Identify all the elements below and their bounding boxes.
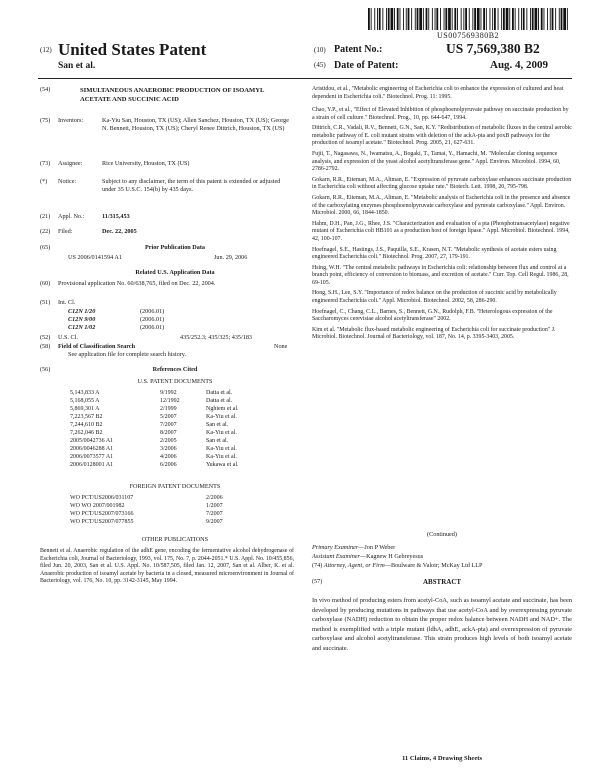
barcode-bar — [388, 8, 390, 30]
reference-entry: Hoefnagel, C., Chang, C.L., Barnes, S., Bennett, G.N., Rudolph, F.B. "Heterologous expression of the Saccharomyces cerevisiae alcohol acetyltransferase" 2002. — [312, 308, 553, 323]
provisional: Provisional application No. 60/638,765, filed on Dec. 22, 2004. — [58, 280, 216, 287]
us-doc-date: 2/1999 — [160, 406, 177, 412]
barcode-bar — [538, 8, 539, 30]
intcl-class: C12N 1/02 — [68, 324, 96, 331]
pub-heading: Prior Publication Data — [144, 244, 206, 251]
barcode-bar — [518, 8, 519, 30]
barcode-bar — [440, 8, 441, 30]
filed-date: Dec. 22, 2005 — [102, 228, 137, 235]
barcode-bar — [483, 8, 485, 30]
foreign-doc-date: 2/2006 — [206, 495, 223, 501]
attorney-label: Attorney, Agent, or Firm — [323, 562, 385, 569]
appl-number: 11/315,453 — [102, 213, 130, 220]
barcode-bar — [503, 8, 505, 30]
us-doc-number: 7,223,567 B2 — [70, 414, 103, 420]
code-12: (12) — [40, 46, 52, 54]
field-label: Field of Classification Search — [58, 343, 136, 350]
us-doc-name: Ka-Yiu et al. — [206, 414, 237, 420]
document-type: United States Patent — [58, 40, 207, 59]
intcl-version: (2006.01) — [140, 316, 165, 323]
barcode-bar — [382, 8, 383, 30]
abstract-text: In vivo method of producing esters from acetyl-CoA, such as isoamyl acetate and succinate, has been developed by producing mutations in pathways that use acetyl-CoA and by overexpressing pyruvate carboxylase (NADH) reduction to obtain the proper redox balance between NADH and NAD+. The method is exemplified with a triple mutant (ldhA, adhE, ackA-pta) and overexpression of pyruvate carboxylase and alcohol acetyltransferase. This strain produces high levels of both isoamyl acetate and succinate. — [312, 597, 572, 652]
foreign-doc-row — [70, 494, 280, 502]
refs-heading: References Cited — [152, 366, 198, 373]
attorney-code: (74) — [312, 562, 323, 569]
barcode-bar — [563, 8, 566, 30]
barcode-bar — [498, 8, 499, 30]
barcode-bar — [521, 8, 522, 30]
barcode-bar — [530, 8, 531, 30]
header-rule — [38, 78, 572, 79]
other-pubs-heading: OTHER PUBLICATIONS — [141, 536, 209, 543]
foreign-doc-row — [70, 510, 280, 518]
us-doc-number: 5,143,833 A — [70, 390, 100, 396]
barcode-bar — [486, 8, 487, 30]
us-doc-row — [70, 461, 280, 469]
notice: Subject to any disclaimer, the term of this patent is extended or adjusted under 35 U.S.C. 154(b) by 435 days. — [102, 178, 281, 193]
us-doc-date: 9/1992 — [160, 390, 177, 396]
inventors-code: (75) — [40, 117, 51, 124]
foreign-docs-table — [70, 494, 280, 526]
reference-entry: Dittrich, C.R., Vadali, R.V., Bennett, G.N., San, K.Y. "Redistribution of metabolic fluxes in the central aerobic metabolic pathway of E. coli mutant strains with deletion of the ackA-pta and poxB pathways for the production of isoamyl acetate." Biotechnol. Prog. 2005, 21, 627-631. — [312, 125, 572, 147]
barcode-bar — [492, 8, 493, 30]
barcode-bar — [415, 8, 416, 30]
barcode-bar — [428, 8, 429, 30]
us-doc-date: 4/2006 — [160, 454, 177, 460]
us-doc-date: 12/1992 — [160, 398, 180, 404]
inventors: Ka-Yiu San, Houston, TX (US); Allen Sanchez, Houston, TX (US); George N. Bennett, Houston, TX (US); Cheryl Renee Dittrich, Houston, TX (US) — [102, 117, 289, 132]
barcode-bar — [477, 8, 480, 30]
us-docs-table — [70, 389, 280, 469]
barcode-bar — [469, 8, 470, 30]
barcode-bar — [419, 8, 422, 30]
foreign-doc-number: WO WO 2007/001982 — [70, 503, 125, 509]
barcode-number: US007569380B2 — [436, 31, 500, 40]
barcode-bar — [448, 8, 451, 30]
patent-no-label: Patent No.: — [334, 44, 383, 55]
intcl-list — [68, 308, 268, 332]
barcode-bar — [550, 8, 551, 30]
barcode-bar — [408, 8, 410, 30]
us-doc-name: Datta et al. — [206, 398, 233, 404]
primary-examiner: Primary Examiner—Jon P Weber — [312, 544, 396, 551]
foreign-heading: FOREIGN PATENT DOCUMENTS — [129, 483, 221, 490]
barcode-bar — [426, 8, 428, 30]
code-10: (10) — [314, 46, 326, 54]
barcode-bar — [490, 8, 491, 30]
barcode-bar — [454, 8, 456, 30]
date-label: Date of Patent: — [334, 60, 399, 71]
filed-code: (22) — [40, 228, 51, 235]
reference-entry: Hahm, D.H., Pan, J.G., Rhee, J.S. "Characterization and evaluation of a pta (Phosphotransacetylase) negative mutant of Escherichia coli HB101 as a production host of foreign lipase." Appl. Microbiol. Biotechnol. 1994, 42, 100-107. — [312, 220, 570, 242]
patent-number: US 7,569,380 B2 — [446, 41, 540, 56]
barcode-bar — [561, 8, 563, 30]
us-doc-number: 2006/0073577 A1 — [70, 454, 114, 460]
pub-code: (65) — [40, 244, 51, 251]
us-doc-number: 2006/0128001 A1 — [70, 462, 114, 468]
us-doc-date: 6/2006 — [160, 462, 177, 468]
barcode-bar — [535, 8, 538, 30]
intcl-version: (2006.01) — [140, 324, 165, 331]
provisional-code: (60) — [40, 280, 51, 287]
field-value: None — [274, 343, 288, 350]
us-doc-row — [70, 421, 280, 429]
barcode-bar — [559, 8, 560, 30]
abstract-heading: ABSTRACT — [422, 578, 462, 586]
us-doc-number: 2005/0042736 A1 — [70, 438, 114, 444]
us-doc-name: Yukawa et al. — [206, 462, 239, 468]
barcode-bar — [501, 8, 502, 30]
barcode-bar — [403, 8, 404, 30]
barcode-bar — [541, 8, 543, 30]
barcode-bar — [552, 8, 554, 30]
primary-examiner-label: Primary Examiner — [312, 544, 359, 551]
reference-entry: Hsing, W.H. "The central metabolic pathways in Escherichia coli: relationship between flux and control at a branch point, efficiency of conversion to biomass, and excretion of acetate." Curr. Top. Cell Regul. 1986, 28, 69-105. — [312, 264, 569, 286]
foreign-doc-row — [70, 518, 280, 526]
barcode-bar — [547, 8, 548, 30]
barcode-bar — [555, 8, 556, 30]
field-note: See application file for complete search history. — [68, 351, 186, 358]
barcode-bar — [423, 8, 424, 30]
barcode-bar — [436, 8, 438, 30]
uscl-label: U.S. Cl. — [58, 334, 78, 341]
foreign-doc-number: WO PCT/US2007/077855 — [70, 519, 134, 525]
us-doc-number: 5,168,055 A — [70, 398, 100, 404]
barcode-bar — [386, 8, 387, 30]
us-doc-date: 3/2006 — [160, 446, 177, 452]
barcode-bar — [400, 8, 401, 30]
us-docs-heading: U.S. PATENT DOCUMENTS — [137, 378, 213, 385]
field-code: (58) — [40, 343, 51, 350]
us-doc-number: 7,244,610 B2 — [70, 422, 103, 428]
us-doc-number: 5,869,301 A — [70, 406, 100, 412]
invention-title: SIMULTANEOUS ANAEROBIC PRODUCTION OF ISOAMYL ACETATE AND SUCCINIC ACID — [80, 87, 265, 103]
us-doc-date: 2/2005 — [160, 438, 177, 444]
reference-top: Aristidou, et al., "Metabolic engineering of Escherichia coli to enhance the expression of cultured and heat dependent in Escherichia coli." Biotechnol. Prog. 11: 1995. — [312, 86, 564, 100]
barcode-bar — [532, 8, 534, 30]
barcode-bar — [444, 8, 445, 30]
right-references — [312, 107, 572, 345]
us-doc-name: Datta et al. — [206, 390, 233, 396]
reference-entry: Fujii, T., Nagasawa, N., Iwamatsu, A., Bogaki, T., Tamai, Y., Hamachi, M. "Molecular cloning sequence analysis, and expression of the yeast alcohol acetyltransferase gene." Appl. Environ. Microbiol. 1994, 60, 2786-2792. — [312, 150, 561, 173]
inventors-label: Inventors: — [58, 117, 84, 124]
barcode-bar — [452, 8, 453, 30]
intcl-label: Int. Cl. — [58, 299, 76, 306]
refs-code: (56) — [40, 366, 51, 373]
foreign-doc-date: 7/2007 — [206, 511, 223, 517]
primary-examiner-name: Jon P Weber — [364, 544, 396, 551]
intcl-row — [68, 308, 268, 316]
us-doc-row — [70, 429, 280, 437]
us-doc-row — [70, 453, 280, 461]
us-doc-date: 5/2007 — [160, 414, 177, 420]
barcode-bar — [445, 8, 447, 30]
barcode-bar — [394, 8, 395, 30]
foreign-doc-number: WO PCT/US2007/073166 — [70, 511, 134, 517]
attorney-name: Boulware & Valoir; McKay Ltd LLP — [390, 562, 483, 569]
us-doc-number: 2006/0046288 A1 — [70, 446, 114, 452]
reference-entry: Hoefnagel, S.E., Hastings, J.S., Paquilla, S.E., Krasen, N.T. "Metabolic synthesis of acetate esters using engineered Escherichia coli." Biotechnol. Prog. 2007, 27, 179-191. — [312, 246, 557, 261]
barcode-bar — [481, 8, 482, 30]
assignee-code: (73) — [40, 160, 51, 167]
barcode-bar — [371, 8, 372, 30]
patent-date: Aug. 4, 2009 — [490, 59, 549, 71]
barcode-bar — [463, 8, 464, 30]
appl-code: (21) — [40, 213, 51, 220]
us-doc-row — [70, 445, 280, 453]
barcode-bar — [515, 8, 516, 30]
barcode-bar — [406, 8, 407, 30]
filed-label: Filed: — [58, 228, 73, 235]
us-doc-number: 7,262,046 B2 — [70, 430, 103, 436]
reference-entry: Gokarn, R.R., Eiteman, M.A., Altman, E. "Metabolic analysis of Escherichia coli in the presence and absence of the carboxylating enzymes phosphoenolpyruvate carboxylase and pyruvate carboxylase." Appl. Environ. Microbiol. 2000, 66, 1844-1850. — [312, 194, 571, 217]
claims-footer: 11 Claims, 4 Drawing Sheets — [401, 755, 483, 762]
us-doc-date: 7/2007 — [160, 422, 177, 428]
barcode-bar — [544, 8, 545, 30]
us-doc-row — [70, 397, 280, 405]
intcl-code: (51) — [40, 299, 51, 306]
intcl-class: C12N 9/00 — [68, 316, 96, 323]
assistant-examiner-name: Kagnew H Gebreyesus — [366, 553, 424, 560]
barcode-bar — [457, 8, 458, 30]
foreign-doc-date: 1/2007 — [206, 503, 223, 509]
barcode-bar — [377, 8, 378, 30]
barcode-bar — [523, 8, 525, 30]
us-doc-name: San et al. — [206, 438, 229, 444]
other-publications: Bennett et al. Anaerobic regulation of the adhE gene, encoding the fermentative alcohol dehydrogenase of Escherichia coli, Journal of Bacteriology, 1993, vol. 175, No. 7, p. 2044-2051.* U.S. Appl. No. 10/455,856, filed Jun. 20, 2003, San et al. U.S. Appl. No. 10/587,505, filed Jan. 12, 2007, San et al. Alber, K. et al. Anaerobic production of isoamyl acetate by bacteria in a closed, measured microenvironment in Journal of Bacteriology, vol. 176, No. 10, pp. 3142-3145, May 1994. — [40, 548, 294, 585]
abstract-code: (57) — [312, 578, 323, 585]
reference-entry: Chao, Y.P., et al., "Effect of Elevated Inhibition of phosphoenolpyruvate pathway on succinate production by a strain of cell culture." Biotechnol. Prog., 10, pp. 644-647, 1994. — [312, 107, 569, 121]
notice-label: Notice: — [58, 178, 77, 185]
reference-entry: Hong, S.H., Lee, S.Y. "Importance of redox balance on the production of succinic acid by metabolically engineered Escherichia coli." Appl. Microbiol. Biotechnol. 2002, 58, 286-290. — [312, 290, 557, 305]
assignee-label: Assignee: — [58, 160, 83, 167]
foreign-doc-number: WO PCT/US2006/031107 — [70, 495, 134, 501]
us-doc-row — [70, 413, 280, 421]
us-doc-row — [70, 405, 280, 413]
notice-code: (*) — [40, 178, 48, 185]
barcode-bar — [461, 8, 462, 30]
barcode-bar — [509, 8, 510, 30]
intcl-class: C12N 1/20 — [68, 308, 96, 315]
barcode-bar — [417, 8, 419, 30]
reference-entry: Gokarn, R.R., Eiteman, M.A., Altman, E. "Expression of pyruvate carboxylase enhances succinate production in Escherichia coli without affecting glucose uptake rate." Biotech. Lett. 1998, 20, 795-798. — [312, 176, 572, 191]
barcode-bar — [411, 8, 412, 30]
us-doc-name: San et al. — [206, 422, 229, 428]
us-doc-date: 8/2007 — [160, 430, 177, 436]
barcode-bar — [567, 8, 568, 30]
us-doc-row — [70, 437, 280, 445]
continued-note: (Continued) — [427, 531, 457, 538]
title-code: (54) — [40, 86, 51, 93]
us-doc-name: Ka-Yiu et al. — [206, 454, 237, 460]
us-doc-name: Ka-Yiu et al. — [206, 430, 237, 436]
foreign-doc-row — [70, 502, 280, 510]
barcode-bar — [494, 8, 496, 30]
us-doc-name: Ka-Yiu et al. — [206, 446, 237, 452]
barcode-bar — [435, 8, 436, 30]
assistant-examiner: Assistant Examiner—Kagnew H Gebreyesus — [312, 553, 424, 560]
barcode-bar — [506, 8, 509, 30]
code-45: (45) — [314, 61, 326, 69]
related-heading: Related U.S. Application Data — [135, 269, 215, 276]
barcode-bar — [379, 8, 381, 30]
uscl-values: 435/252.3; 435/325; 435/183 — [180, 334, 253, 341]
barcode-bar — [474, 8, 476, 30]
barcode-bar — [465, 8, 467, 30]
intcl-row — [68, 316, 268, 324]
intcl-row — [68, 324, 268, 332]
intcl-version: (2006.01) — [140, 308, 165, 315]
us-doc-name: Nghiem et al. — [206, 406, 239, 412]
barcode-bar — [472, 8, 473, 30]
appl-label: Appl. No.: — [58, 213, 85, 220]
barcode-bar — [368, 8, 370, 30]
barcode — [368, 8, 568, 30]
pub-date: Jun. 29, 2006 — [214, 254, 248, 261]
foreign-doc-date: 9/2007 — [206, 519, 223, 525]
barcode-bar — [391, 8, 394, 30]
barcode-bar — [397, 8, 399, 30]
attorney: (74) Attorney, Agent, or Firm—Boulware & Valoir; McKay Ltd LLP — [312, 562, 483, 569]
barcode-bar — [432, 8, 433, 30]
barcode-bar — [512, 8, 514, 30]
assistant-examiner-label: Assistant Examiner — [312, 553, 360, 560]
barcode-bar — [526, 8, 527, 30]
reference-entry: Kim et al. "Metabolic flux-based metabolic engineering of Escherichia coli for succinate production" J. Microbiol. Biotechnol. Journal of Bacteriology, vol. 187, No. 14, p. 3395-3403, 2005. — [312, 326, 556, 341]
barcode-bar — [374, 8, 375, 30]
us-doc-row — [70, 389, 280, 397]
inventor-short: San et al. — [58, 61, 96, 71]
pub-number: US 2006/0141594 A1 — [68, 254, 122, 261]
assignee: Rice University, Houston, TX (US) — [102, 160, 190, 167]
uscl-code: (52) — [40, 334, 51, 341]
